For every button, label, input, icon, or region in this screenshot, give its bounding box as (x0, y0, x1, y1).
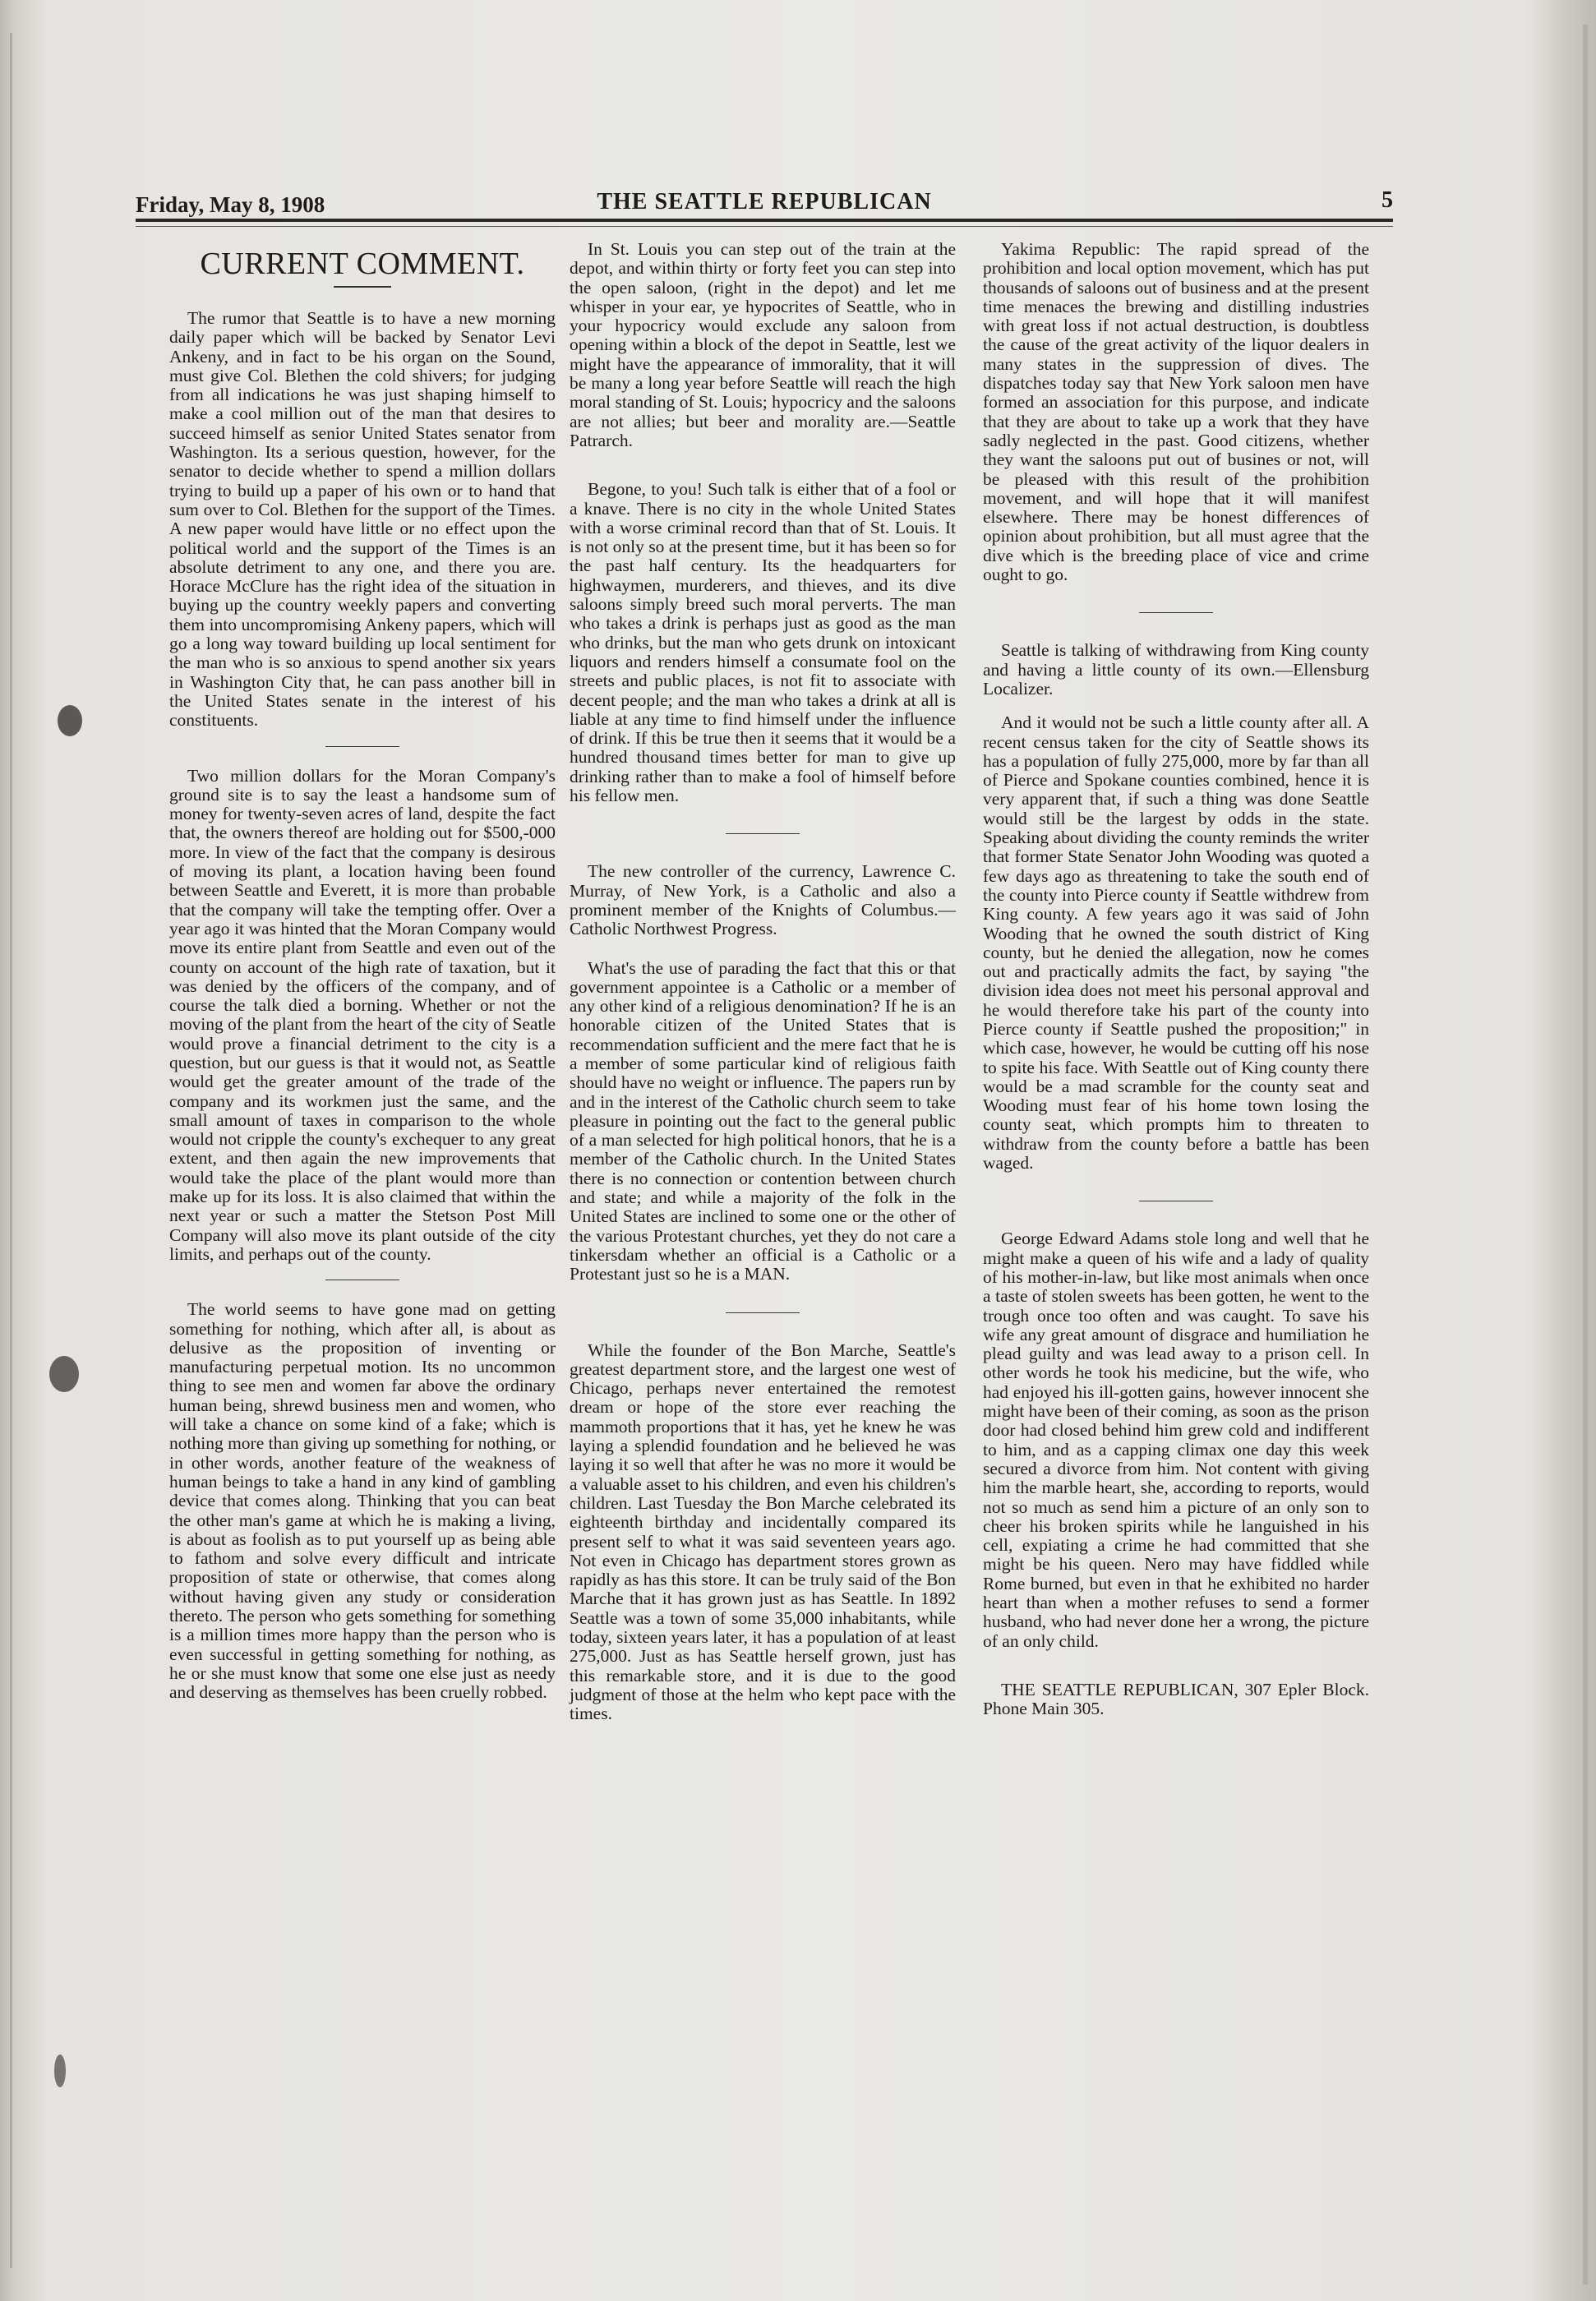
page-edge-right (1583, 25, 1588, 2285)
publisher-address: THE SEATTLE REPUBLICAN, 307 Epler Block. Phone Main 305. (983, 1679, 1369, 1719)
article-paragraph: While the founder of the Bon Marche, Seattle's greatest department store, and the largest one west of Chicago, perhaps never entertained the remotest dream or hope of the store ever reaching the mammoth proportions that it has, yet he knew he was laying a splendid foundation and he believed he was laying it so well that after he was no more it would be a valuable asset to his children, and even his children's children. Last Tuesday the Bon Marche celebrated its eighteenth birthday and incidentally compared its present self to what it was said seventeen years ago. Not even in Chicago has department stores grown as rapidly as has this store. It can be truly said of the Bon Marche that it has grown just as has Seattle. In 1892 Seattle was a town of some 35,000 inhabitants, while today, sixteen years later, it has a population of at least 275,000. Just as has Seattle herself grown, just has this remarkable store, and it is due to the good judgment of those at the helm who kept pace with the times. (570, 1340, 956, 1724)
article-separator (325, 746, 399, 747)
heading-rule (334, 286, 391, 288)
ink-blot (58, 705, 82, 736)
newspaper-title: THE SEATTLE REPUBLICAN (597, 189, 932, 214)
page-number: 5 (1382, 187, 1393, 213)
article-paragraph: Yakima Republic: The rapid spread of the prohibition and local option movement, which has put thousands of saloons out of business and at the present time menaces the brewing and distilling industries with great loss if not actual destruction, is doubtless the cause of the great activity of the liquor dealers in many states in the suppression of dives. The dispatches today say that New York saloon men have formed an association for this purpose, and indicate that they are about to take up a work that they have sadly neglected in the past. Good citizens, whether they want the saloons put out of busines or not, will be pleased with this result of the prohibition movement, and will hope that it will manifest elsewhere. There may be honest differences of opinion about prohibition, but all must agree that the dive which is the breeding place of vice and crime ought to go. (983, 239, 1369, 585)
header-rule-thin (136, 226, 1393, 227)
article-paragraph: What's the use of parading the fact that this or that government appointee is a Catholic or a member of any other kind of a religious denomination? If he is an honorable citizen of the United States that is recommendation sufficient and the mere fact that he is a member of some particular kind of religious faith should have no weight or influence. The papers run by and in the interest of the Catholic church seem to take pleasure in pointing out the fact to the general public of a man selected for high political honors, that he is a member of the Catholic church. In the United States there is no connection or contention between church and state; and while a majority of the folk in the United States are inclined to some one or the other of the various Protestant churches, yet they do not care a tinkersdam whether an official is a Catholic or a Protestant just so he is a MAN. (570, 957, 956, 1284)
column-2 (570, 240, 956, 1723)
article-paragraph: Seattle is talking of withdrawing from King county and having a little county of its own.—Ellensburg Localizer. (983, 640, 1369, 699)
ink-blot (49, 1356, 79, 1392)
article-paragraph: Two million dollars for the Moran Company's ground site is to say the least a handsome sum of money for twenty-seven acres of land, despite the fact that, the owners thereof are holding out for $500,-000 more. In view of the fact that the company is desirous of moving its plant, a location having been found between Seattle and Everett, it is more than probable that the company will take the tempting offer. Over a year ago it was hinted that the Moran Company would move its entire plant from Seattle and even out of the county on account of the high rate of taxation, but it was denied by the officers of the company, and of course the talk died a borning. Whether or not the moving of the plant from the heart of the city of Seatle would prove a financial detriment to the city is a question, but our guess is that it would not, as Seattle would get the greater amount of the trade of the company and its workmen just the same, and the small amount of taxes in comparison to the whole would not cripple the county's exchequer to any great extent, and then again the new improvements that would take the place of the plant would more than make up for its loss. It is also claimed that within the next year or such a matter the Stetson Post Mill Company will also move its plant outside of the city limits, and perhaps out of the county. (169, 765, 556, 1264)
section-heading: CURRENT COMMENT. (200, 247, 525, 281)
page-header (136, 186, 1393, 222)
article-paragraph: The rumor that Seattle is to have a new morning daily paper which will be backed by Senator Levi Ankeny, and in fact to be his organ on the Sound, must give Col. Blethen the cold shivers; for judging from all indications he was just shaping himself to make a cool million out of the man that desires to succeed himself as senior United States senator from Washington. Its a serious question, however, for the senator to decide whether to spend a million dollars trying to build up a paper of his own or to hand that sum over to Col. Blethen for the support of the Times. A new paper would have little or no effect upon the political world and the support of the Times is an absolute detriment to any one, and there you are. Horace McClure has the right idea of the situation in buying up the country weekly papers and converting them into uncompromising Ankeny papers, which will go a long way toward building up local sentiment for the man who is so anxious to spend another six years in Washington City that, he can pass another bill in the United States senate in the interest of his constituents. (169, 308, 556, 731)
article-paragraph: In St. Louis you can step out of the train at the depot, and within thirty or forty feet you can step into the open saloon, (right in the depot) and let me whisper in your ear, ye hypocrites of Seattle, who in your hypocricy would exclude any saloon from opening within a block of the depot in Seattle, lest we might have the appearance of immorality, that it will be many a long year before Seattle will reach the high moral standing of St. Louis; hypocricy and the saloons are not allies; but beer and morality are.—Seattle Patrarch. (570, 239, 956, 450)
issue-date: Friday, May 8, 1908 (136, 192, 325, 217)
article-paragraph: The new controller of the currency, Lawrence C. Murray, of New York, is a Catholic and also a prominent member of the Knights of Columbus.—Catholic Northwest Progress. (570, 861, 956, 939)
article-separator (726, 833, 800, 834)
article-paragraph: The world seems to have gone mad on getting something for nothing, which after all, is about as delusive as the proposition of inventing or manufacturing perpetual motion. Its no uncommon thing to see men and women far above the ordinary human being, shrewd business men and women, who will take a chance on some kind of a fake; which is nothing more than giving up something for nothing, or in other words, another feature of the weakness of human beings to take a hand in any kind of gambling device that comes along. Thinking that you can beat the other man's game at which he is making a living, is about as foolish as to put yourself up as being able to fathom and solve every difficult and intricate proposition of state or otherwise, that comes along without having given any study or consideration thereto. The person who gets something for something is a million times more happy than the person who is even successful in getting something for nothing, as he or she must know that some one else just as needy and deserving as themselves has been cruelly robbed. (169, 1299, 556, 1703)
article-paragraph: Begone, to you! Such talk is either that of a fool or a knave. There is no city in the whole United States with a worse criminal record than that of St. Louis. It is not only so at the present time, but it has been so for the past half century. Its the headquarters for highwaymen, murderers, and thieves, and its dive saloons simply breed such moral perverts. The man who takes a drink is perhaps just as good as the man who drinks, but the man who gets drunk on intoxicant liquors and renders himself a consumate fool on the streets and public places, is not fit to associate with decent people; and the man who takes a drink at all is liable at any time to find himself under the influence of drink. If this be true then it seems that it would be a hundred thousand times better for man to give up drinking rather than to make a fool of himself before his fellow men. (570, 479, 956, 806)
column-1 (169, 240, 556, 1702)
publisher-notice (983, 1681, 1369, 1719)
ink-blot (54, 2054, 66, 2087)
article-separator (726, 1312, 800, 1313)
header-rule (136, 219, 1393, 222)
column-3 (983, 240, 1369, 1718)
page-edge-left (10, 33, 12, 2268)
article-paragraph: George Edward Adams stole long and well that he might make a queen of his wife and a lady of quality of his mother-in-law, but like most animals when once a taste of stolen sweets has been gotten, he went to the trough once too often and was caught. To save his wife any great amount of disgrace and humiliation he plead guilty and was lead away to a prison cell. In other words he took his medicine, but the wife, who had enjoyed his ill-gotten gains, however innocent she might have been of their coming, as soon as the prison door had closed behind him grew cold and indifferent to him, and as a capping climax one day this week secured a divorce from him. Not content with giving him the marble heart, she, according to reports, would not so much as send him a picture of an only son to cheer his broken spirits while he languished in his cell, expiating a crime he had committed that she might be his queen. Nero may have fiddled while Rome burned, but even in that he exhibited no harder heart than when a mother refuses to send a former husband, who had never done her a wrong, the picture of an only child. (983, 1229, 1369, 1651)
article-separator (1139, 612, 1213, 613)
article-paragraph: And it would not be such a little county after all. A recent census taken for the city of Seattle shows its has a population of fully 275,000, more by far than all of Pierce and Spokane counties combined, hence it is very apparent that, if such a thing was done Seattle would still be the largest by odds in the state. Speaking about dividing the county reminds the writer that former State Senator John Wooding was quoted a few days ago as threatening to take the south end of the county into Pierce county if Seattle withdrew from King county. A few years ago it was said of John Wooding that he owned the south district of King county, but he denied the allegation, now he comes out and practically admits the fact, by saying "the division idea does not meet his personal approval and he would therefore take his part of the county into Pierce county if Seattle pushed the proposition;" in which case, however, he would be cutting off his nose to spite his face. With Seattle out of King county there would be a mad scramble for the county seat and Wooding must fear of his home town losing the county seat, which prompts him to threaten to withdraw from the county before a battle has been waged. (983, 712, 1369, 1174)
